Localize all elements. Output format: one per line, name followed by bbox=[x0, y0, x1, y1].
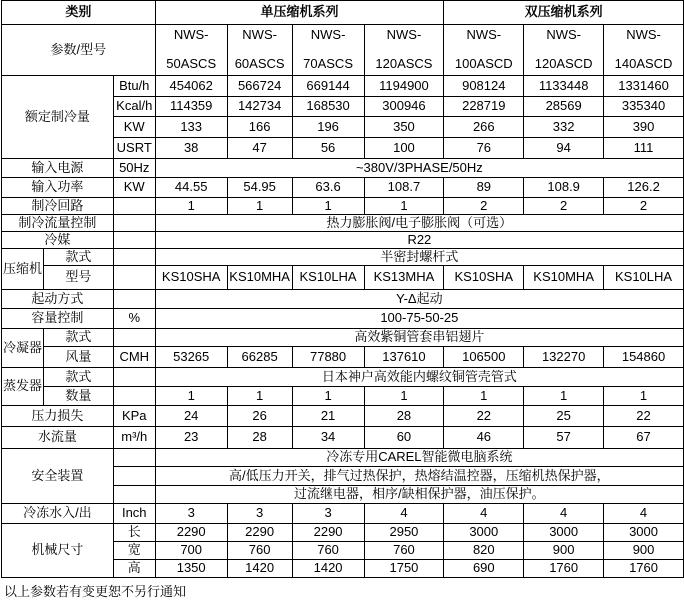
value-cell: 34 bbox=[292, 427, 364, 449]
value-cell: 332 bbox=[524, 117, 604, 138]
value-span-cell: 日本神户高效能内螺纹铜管壳管式 bbox=[155, 368, 683, 387]
value-cell: 132270 bbox=[524, 347, 604, 368]
value-cell: KS10MHA bbox=[227, 266, 292, 290]
value-cell: 335340 bbox=[604, 97, 684, 117]
sub-label-model: 型号 bbox=[44, 266, 114, 290]
condenser-airflow-row bbox=[2, 347, 684, 368]
value-cell: 196 bbox=[292, 117, 364, 138]
value-cell: 566724 bbox=[227, 76, 292, 97]
row-label-evaporator: 蒸发器 bbox=[2, 368, 44, 406]
evaporator-qty-row bbox=[2, 387, 684, 406]
value-cell: 2950 bbox=[364, 524, 444, 542]
model-cell bbox=[604, 25, 684, 76]
row-label-power-supply: 输入电源 bbox=[2, 159, 114, 178]
safety-row-1 bbox=[2, 449, 684, 467]
value-cell: 900 bbox=[524, 542, 604, 560]
value-cell: 2 bbox=[604, 198, 684, 215]
row-label-safety: 安全装置 bbox=[2, 449, 114, 504]
value-cell: 1 bbox=[444, 387, 524, 406]
value-cell: 3 bbox=[292, 504, 364, 524]
value-cell: 1420 bbox=[292, 560, 364, 578]
value-cell: 760 bbox=[292, 542, 364, 560]
value-cell: 57 bbox=[524, 427, 604, 449]
row-label-water-flow: 水流量 bbox=[2, 427, 114, 449]
value-cell: 3000 bbox=[524, 524, 604, 542]
value-cell: 4 bbox=[364, 504, 444, 524]
value-cell: 3 bbox=[155, 504, 227, 524]
unit-cell: USRT bbox=[113, 138, 155, 159]
value-cell: 108.9 bbox=[524, 178, 604, 198]
compressor-model-row bbox=[2, 266, 684, 290]
value-cell: 25 bbox=[524, 406, 604, 427]
value-cell: 1133448 bbox=[524, 76, 604, 97]
row-label-compressor: 压缩机 bbox=[2, 249, 44, 290]
unit-cell: 50Hz bbox=[113, 159, 155, 178]
model-prefix: NWS- bbox=[242, 27, 277, 42]
value-cell: 1 bbox=[604, 387, 684, 406]
unit-cell bbox=[113, 449, 155, 467]
value-cell: 76 bbox=[444, 138, 524, 159]
unit-cell bbox=[113, 215, 155, 232]
value-cell: 28 bbox=[364, 406, 444, 427]
start-mode-row bbox=[2, 290, 684, 309]
value-cell: 24 bbox=[155, 406, 227, 427]
value-cell: 1 bbox=[364, 387, 444, 406]
value-cell: KS10LHA bbox=[604, 266, 684, 290]
unit-cell: 长 bbox=[113, 524, 155, 542]
row-label-pressure-loss: 压力损失 bbox=[2, 406, 114, 427]
value-cell: 1331460 bbox=[604, 76, 684, 97]
value-cell: 2 bbox=[444, 198, 524, 215]
value-cell: 66285 bbox=[227, 347, 292, 368]
capacity-control-row bbox=[2, 309, 684, 329]
value-span-cell: 高效紫铜管套串铝翅片 bbox=[155, 329, 683, 347]
value-cell: 690 bbox=[444, 560, 524, 578]
value-cell: 168530 bbox=[292, 97, 364, 117]
row-label-circuit: 制冷回路 bbox=[2, 198, 114, 215]
value-cell: 760 bbox=[364, 542, 444, 560]
model-prefix: NWS- bbox=[466, 27, 502, 42]
value-cell: 4 bbox=[524, 504, 604, 524]
value-cell: 760 bbox=[227, 542, 292, 560]
value-span-cell: 热力膨胀阀/电子膨胀阀（可选） bbox=[155, 215, 683, 232]
row-label-start-mode: 起动方式 bbox=[2, 290, 114, 309]
unit-cell bbox=[113, 329, 155, 347]
model-cell bbox=[155, 25, 227, 76]
model-number: 50ASCS bbox=[166, 56, 217, 72]
value-cell: 900 bbox=[604, 542, 684, 560]
input-power-row bbox=[2, 178, 684, 198]
unit-cell: % bbox=[113, 309, 155, 329]
value-cell: 300946 bbox=[364, 97, 444, 117]
unit-cell bbox=[113, 486, 155, 504]
model-number: 60ASCS bbox=[234, 56, 285, 72]
value-cell: 23 bbox=[155, 427, 227, 449]
capacity-btu-row bbox=[2, 76, 684, 97]
row-label-dimensions: 机械尺寸 bbox=[2, 524, 114, 578]
unit-cell bbox=[113, 290, 155, 309]
value-cell: 166 bbox=[227, 117, 292, 138]
value-cell: 114359 bbox=[155, 97, 227, 117]
value-cell: 28569 bbox=[524, 97, 604, 117]
row-label-capacity-control: 容量控制 bbox=[2, 309, 114, 329]
row-label-capacity: 额定制冷量 bbox=[2, 76, 114, 159]
row-label-refrigerant: 冷媒 bbox=[2, 232, 114, 249]
value-cell: 669144 bbox=[292, 76, 364, 97]
sub-label-style: 款式 bbox=[44, 249, 114, 266]
model-prefix: NWS- bbox=[386, 27, 422, 42]
model-number: 120ASCD bbox=[534, 56, 593, 72]
value-cell: KS10SHA bbox=[155, 266, 227, 290]
value-span-cell: 半密封螺杆式 bbox=[155, 249, 683, 266]
unit-cell bbox=[113, 249, 155, 266]
value-cell: 1194900 bbox=[364, 76, 444, 97]
value-cell: 46 bbox=[444, 427, 524, 449]
model-cell bbox=[227, 25, 292, 76]
value-cell: 2290 bbox=[292, 524, 364, 542]
unit-cell bbox=[113, 368, 155, 387]
unit-cell: Btu/h bbox=[113, 76, 155, 97]
compressor-style-row bbox=[2, 249, 684, 266]
unit-cell bbox=[113, 387, 155, 406]
value-cell: 67 bbox=[604, 427, 684, 449]
value-cell: 100 bbox=[364, 138, 444, 159]
value-cell: 47 bbox=[227, 138, 292, 159]
condenser-style-row bbox=[2, 329, 684, 347]
value-cell: 1420 bbox=[227, 560, 292, 578]
sub-label-airflow: 风量 bbox=[44, 347, 114, 368]
value-cell: 111 bbox=[604, 138, 684, 159]
unit-cell: m³/h bbox=[113, 427, 155, 449]
unit-cell: KPa bbox=[113, 406, 155, 427]
spec-table bbox=[1, 0, 684, 578]
value-cell: 4 bbox=[444, 504, 524, 524]
model-prefix: NWS- bbox=[310, 27, 346, 42]
row-label-condenser: 冷凝器 bbox=[2, 329, 44, 368]
model-prefix: NWS- bbox=[173, 27, 209, 42]
value-cell: 908124 bbox=[444, 76, 524, 97]
model-cell bbox=[364, 25, 444, 76]
value-cell: 1760 bbox=[604, 560, 684, 578]
model-cell bbox=[524, 25, 604, 76]
unit-cell bbox=[113, 198, 155, 215]
value-span-cell: 过流继电器，相序/缺相保护器，油压保护。 bbox=[155, 486, 683, 504]
dual-series-header: 双压缩机系列 bbox=[444, 1, 684, 25]
value-cell: 106500 bbox=[444, 347, 524, 368]
value-cell: 1350 bbox=[155, 560, 227, 578]
value-cell: 89 bbox=[444, 178, 524, 198]
value-cell: 2 bbox=[524, 198, 604, 215]
value-cell: 154860 bbox=[604, 347, 684, 368]
value-span-cell: ~380V/3PHASE/50Hz bbox=[155, 159, 683, 178]
footer-note: 以上参数若有变更恕不另行通知 bbox=[4, 584, 187, 599]
row-label-water-connection: 冷冻水入/出 bbox=[2, 504, 114, 524]
water-connection-row bbox=[2, 504, 684, 524]
value-cell: KS13MHA bbox=[364, 266, 444, 290]
value-cell: 1760 bbox=[524, 560, 604, 578]
pressure-loss-row bbox=[2, 406, 684, 427]
value-cell: KS10MHA bbox=[524, 266, 604, 290]
unit-cell: Kcal/h bbox=[113, 97, 155, 117]
value-span-cell: R22 bbox=[155, 232, 683, 249]
model-prefix: NWS- bbox=[546, 27, 581, 42]
value-cell: 390 bbox=[604, 117, 684, 138]
sub-label-style: 款式 bbox=[44, 368, 114, 387]
value-cell: 38 bbox=[155, 138, 227, 159]
value-span-cell: Y-Δ起动 bbox=[155, 290, 683, 309]
category-header: 类别 bbox=[2, 1, 156, 25]
unit-cell: KW bbox=[113, 117, 155, 138]
model-cell bbox=[292, 25, 364, 76]
unit-cell: 宽 bbox=[113, 542, 155, 560]
evaporator-style-row bbox=[2, 368, 684, 387]
value-cell: 63.6 bbox=[292, 178, 364, 198]
value-cell: 350 bbox=[364, 117, 444, 138]
row-label-flow-control: 制冷流量控制 bbox=[2, 215, 114, 232]
sub-label-style: 款式 bbox=[44, 329, 114, 347]
value-cell: 1 bbox=[524, 387, 604, 406]
param-model-label: 参数/型号 bbox=[2, 25, 156, 76]
value-span-cell: 高/低压力开关，排气过热保护，热熔结温控器，压缩机热保护器， bbox=[155, 467, 683, 486]
value-cell: 1 bbox=[227, 198, 292, 215]
value-cell: 77880 bbox=[292, 347, 364, 368]
value-cell: 44.55 bbox=[155, 178, 227, 198]
value-cell: 4 bbox=[604, 504, 684, 524]
value-cell: 3 bbox=[227, 504, 292, 524]
value-cell: 108.7 bbox=[364, 178, 444, 198]
value-cell: 820 bbox=[444, 542, 524, 560]
unit-cell bbox=[113, 232, 155, 249]
unit-cell bbox=[113, 467, 155, 486]
single-series-header: 单压缩机系列 bbox=[155, 1, 444, 25]
value-cell: 56 bbox=[292, 138, 364, 159]
value-cell: 1 bbox=[292, 198, 364, 215]
value-cell: 3000 bbox=[604, 524, 684, 542]
model-number: 70ASCS bbox=[303, 56, 353, 72]
value-cell: 1 bbox=[364, 198, 444, 215]
refrigerant-row bbox=[2, 232, 684, 249]
unit-cell: CMH bbox=[113, 347, 155, 368]
value-cell: 1 bbox=[155, 198, 227, 215]
power-supply-row bbox=[2, 159, 684, 178]
value-cell: 137610 bbox=[364, 347, 444, 368]
value-cell: 1 bbox=[155, 387, 227, 406]
value-cell: 3000 bbox=[444, 524, 524, 542]
value-cell: 21 bbox=[292, 406, 364, 427]
sub-label-qty: 数量 bbox=[44, 387, 114, 406]
value-cell: 1 bbox=[227, 387, 292, 406]
unit-cell: KW bbox=[113, 178, 155, 198]
value-span-cell: 100-75-50-25 bbox=[155, 309, 683, 329]
flow-control-row bbox=[2, 215, 684, 232]
value-cell: 228719 bbox=[444, 97, 524, 117]
value-cell: 126.2 bbox=[604, 178, 684, 198]
unit-cell: Inch bbox=[113, 504, 155, 524]
model-prefix: NWS- bbox=[626, 27, 661, 42]
model-number: 140ASCD bbox=[614, 56, 673, 72]
value-cell: 53265 bbox=[155, 347, 227, 368]
model-number: 120ASCS bbox=[375, 56, 433, 72]
value-cell: 60 bbox=[364, 427, 444, 449]
value-cell: KS10LHA bbox=[292, 266, 364, 290]
unit-cell bbox=[113, 266, 155, 290]
value-cell: 700 bbox=[155, 542, 227, 560]
value-cell: 26 bbox=[227, 406, 292, 427]
value-cell: 28 bbox=[227, 427, 292, 449]
value-cell: 133 bbox=[155, 117, 227, 138]
unit-cell: 高 bbox=[113, 560, 155, 578]
value-cell: 1750 bbox=[364, 560, 444, 578]
value-cell: 2290 bbox=[227, 524, 292, 542]
value-cell: 454062 bbox=[155, 76, 227, 97]
model-cell bbox=[444, 25, 524, 76]
dimension-length-row bbox=[2, 524, 684, 542]
value-span-cell: 冷冻专用CAREL智能微电脑系统 bbox=[155, 449, 683, 467]
header-row bbox=[2, 1, 684, 25]
value-cell: 142734 bbox=[227, 97, 292, 117]
circuit-row bbox=[2, 198, 684, 215]
value-cell: 22 bbox=[604, 406, 684, 427]
model-number: 100ASCD bbox=[454, 56, 513, 72]
value-cell: 2290 bbox=[155, 524, 227, 542]
model-row bbox=[2, 25, 684, 76]
value-cell: 94 bbox=[524, 138, 604, 159]
row-label-input-power: 输入功率 bbox=[2, 178, 114, 198]
value-cell: 1 bbox=[292, 387, 364, 406]
value-cell: KS10SHA bbox=[444, 266, 524, 290]
water-flow-row bbox=[2, 427, 684, 449]
value-cell: 22 bbox=[444, 406, 524, 427]
value-cell: 266 bbox=[444, 117, 524, 138]
value-cell: 54.95 bbox=[227, 178, 292, 198]
